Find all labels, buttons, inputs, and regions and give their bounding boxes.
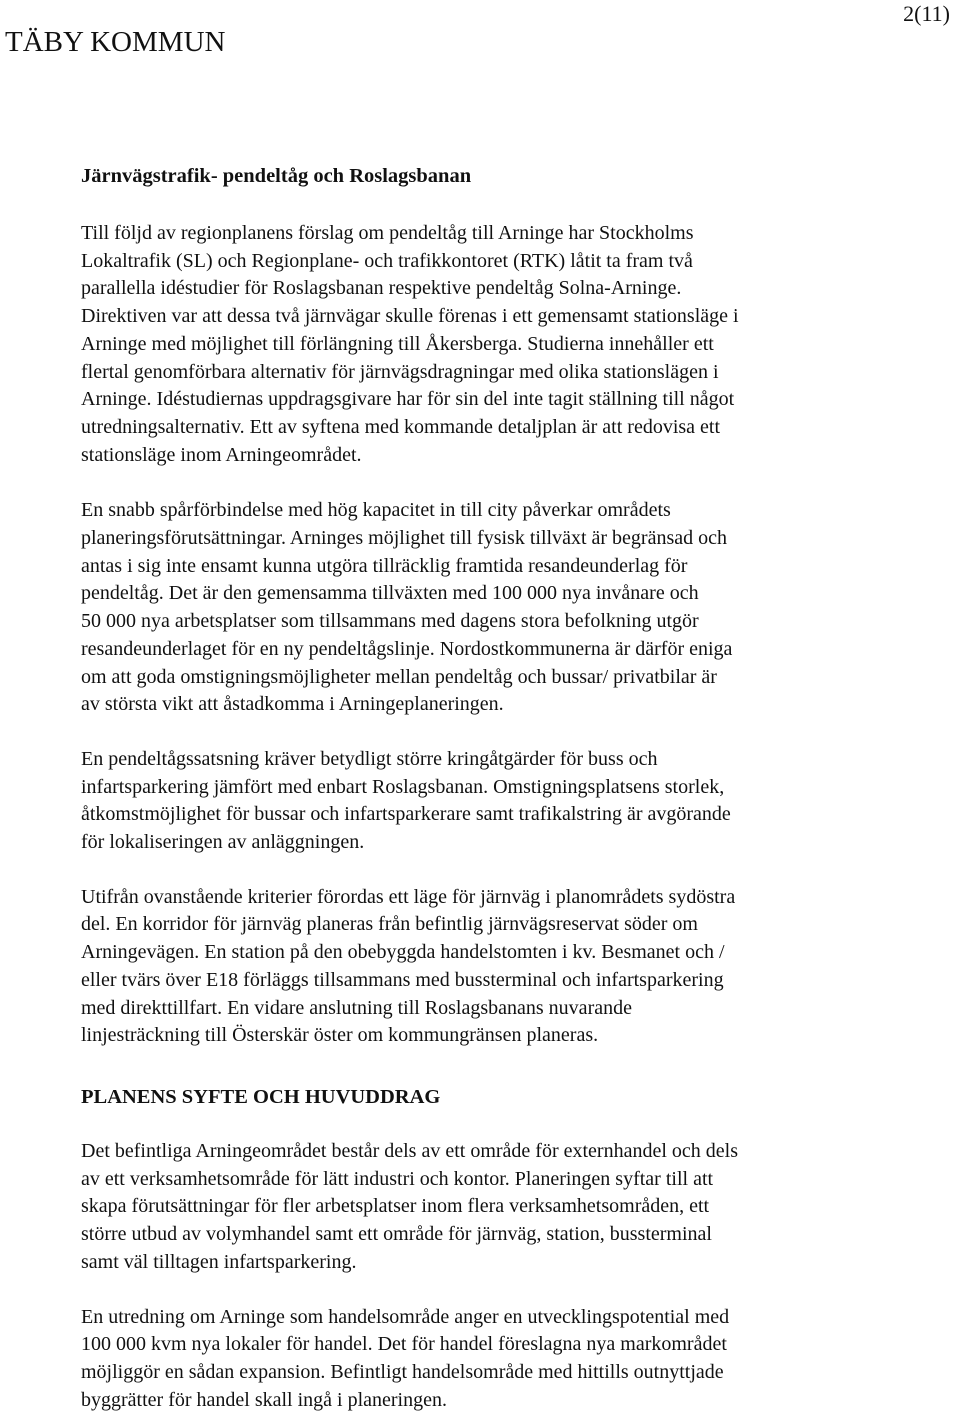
text-line: utredningsalternativ. Ett av syftena med kommande detaljplan är att redovisa ett (81, 414, 881, 442)
text-line: En utredning om Arninge som handelsområde anger en utvecklingspotential med (81, 1304, 881, 1332)
text-line: Lokaltrafik (SL) och Regionplane- och trafikkontoret (RTK) låtit ta fram två (81, 248, 881, 276)
text-line: del. En korridor för järnväg planeras från befintlig järnvägsreservat söder om (81, 911, 881, 939)
section-plan-purpose (81, 1138, 881, 1414)
text-line: antas i sig inte ensamt kunna utgöra tillräcklig framtida resandeunderlag för (81, 553, 881, 581)
text-line: stationsläge inom Arningeområdet. (81, 442, 881, 470)
text-line: linjesträckning till Österskär öster om kommungränsen planeras. (81, 1022, 881, 1050)
text-line: En snabb spårförbindelse med hög kapacitet in till city påverkar områdets (81, 497, 881, 525)
paragraph (81, 220, 881, 469)
text-line: Till följd av regionplanens förslag om pendeltåg till Arninge har Stockholms (81, 220, 881, 248)
paragraph (81, 497, 881, 719)
section-railway (81, 220, 881, 1050)
text-line: Utifrån ovanstående kriterier förordas ett läge för järnväg i planområdets sydöstra (81, 884, 881, 912)
text-line: pendeltåg. Det är den gemensamma tillväxten med 100 000 nya invånare och (81, 580, 881, 608)
text-line: om att goda omstigningsmöjligheter mellan pendeltåg och bussar/ privatbilar är (81, 664, 881, 692)
text-line: åtkomstmöjlighet för bussar och infartsparkerare samt trafikalstring är avgörande (81, 801, 881, 829)
text-line: för lokaliseringen av anläggningen. (81, 829, 881, 857)
text-line: 50 000 nya arbetsplatser som tillsammans med dagens stora befolkning utgör (81, 608, 881, 636)
text-line: större utbud av volymhandel samt ett område för järnväg, station, bussterminal (81, 1221, 881, 1249)
paragraph (81, 746, 881, 857)
text-line: infartsparkering jämfört med enbart Roslagsbanan. Omstigningsplatsens storlek, (81, 774, 881, 802)
document-body (81, 162, 881, 1414)
text-line: samt väl tilltagen infartsparkering. (81, 1249, 881, 1277)
text-line: Arningevägen. En station på den obebyggda handelstomten i kv. Besmanet och / (81, 939, 881, 967)
text-line: Arninge med möjlighet till förlängning till Åkersberga. Studierna innehåller ett (81, 331, 881, 359)
text-line: flertal genomförbara alternativ för järnvägsdragningar med olika stationslägen i (81, 359, 881, 387)
paragraph (81, 1304, 881, 1414)
text-line: av största vikt att åstadkomma i Arningeplaneringen. (81, 691, 881, 719)
paragraph (81, 884, 881, 1050)
text-line: Det befintliga Arningeområdet består dels av ett område för externhandel och dels (81, 1138, 881, 1166)
text-line: med direkttillfart. En vidare anslutning till Roslagsbanans nuvarande (81, 995, 881, 1023)
text-line: parallella idéstudier för Roslagsbanan respektive pendeltåg Solna-Arninge. (81, 275, 881, 303)
text-line: resandeunderlaget för en ny pendeltågslinje. Nordostkommunerna är därför eniga (81, 636, 881, 664)
page-number: 2(11) (903, 0, 950, 28)
organization-name: TÄBY KOMMUN (5, 22, 225, 62)
text-line: av ett verksamhetsområde för lätt industri och kontor. Planeringen syftar till att (81, 1166, 881, 1194)
text-line: byggrätter för handel skall ingå i planeringen. (81, 1387, 881, 1414)
section-heading-plan-purpose: PLANENS SYFTE OCH HUVUDDRAG (81, 1083, 881, 1111)
text-line: Arninge. Idéstudiernas uppdragsgivare har för sin del inte tagit ställning till något (81, 386, 881, 414)
text-line: skapa förutsättningar för fler arbetsplatser inom flera verksamhetsområden, ett (81, 1193, 881, 1221)
text-line: eller tvärs över E18 förläggs tillsammans med bussterminal och infartsparkering (81, 967, 881, 995)
section-heading-railway: Järnvägstrafik- pendeltåg och Roslagsbanan (81, 162, 881, 190)
text-line: möjliggör en sådan expansion. Befintligt handelsområde med hittills outnyttjade (81, 1359, 881, 1387)
text-line: planeringsförutsättningar. Arninges möjlighet till fysisk tillväxt är begränsad och (81, 525, 881, 553)
text-line: 100 000 kvm nya lokaler för handel. Det för handel föreslagna nya markområdet (81, 1331, 881, 1359)
text-line: En pendeltågssatsning kräver betydligt större kringåtgärder för buss och (81, 746, 881, 774)
paragraph (81, 1138, 881, 1277)
text-line: Direktiven var att dessa två järnvägar skulle förenas i ett gemensamt stationsläge i (81, 303, 881, 331)
